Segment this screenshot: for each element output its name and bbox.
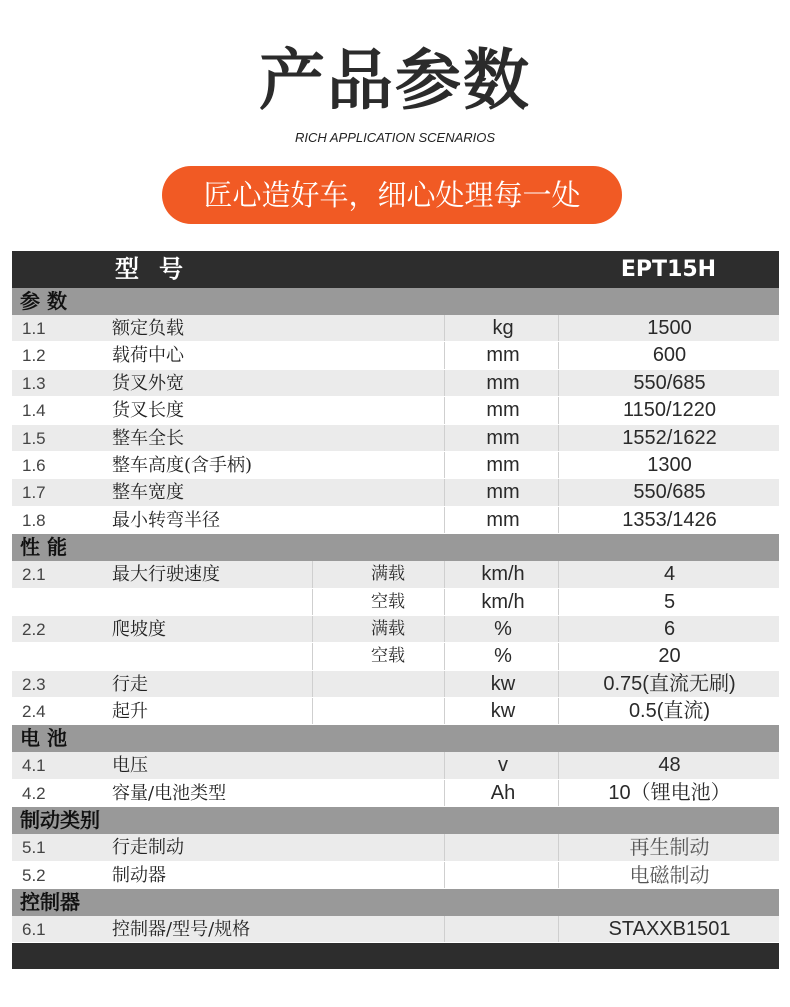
section-header xyxy=(12,534,779,561)
row-unit: kw xyxy=(444,698,561,724)
row-condition: 空载 xyxy=(312,643,463,669)
row-unit: km/h xyxy=(444,589,561,615)
row-index: 2.3 xyxy=(22,674,46,694)
row-name: 货叉外宽 xyxy=(112,372,184,394)
section-title: 控制器 xyxy=(20,890,80,915)
row-name: 整车全长 xyxy=(112,427,184,449)
row-value: 6 xyxy=(558,616,780,642)
table-row xyxy=(12,425,779,452)
row-condition: 空载 xyxy=(312,589,463,615)
row-name: 行走 xyxy=(112,673,148,695)
spec-table xyxy=(12,251,779,969)
page-title: 产品参数 xyxy=(259,42,531,119)
row-value: 48 xyxy=(558,752,780,778)
table-row xyxy=(12,643,779,670)
section-title: 参 数 xyxy=(20,289,67,313)
row-unit: Ah xyxy=(444,780,561,806)
table-body xyxy=(12,288,779,943)
table-row xyxy=(12,452,779,479)
row-name: 载荷中心 xyxy=(112,345,184,367)
table-row xyxy=(12,342,779,369)
section-header xyxy=(12,288,779,315)
row-condition xyxy=(312,671,463,697)
row-index xyxy=(22,589,82,615)
row-name: 最大行驶速度 xyxy=(112,564,220,586)
row-value: 4 xyxy=(558,561,780,587)
row-index: 1.2 xyxy=(22,346,46,366)
row-index: 1.5 xyxy=(22,428,46,448)
row-index: 1.8 xyxy=(22,510,46,530)
table-row xyxy=(12,507,779,534)
row-name: 整车宽度 xyxy=(112,482,184,504)
row-value: 10（锂电池） xyxy=(558,780,780,806)
row-value: 电磁制动 xyxy=(558,862,780,888)
table-row xyxy=(12,752,779,779)
slogan-banner: 匠心造好车，细心处理每一处 xyxy=(162,166,622,224)
section-title: 电 池 xyxy=(20,726,67,751)
table-row xyxy=(12,370,779,397)
model-label: 型号 xyxy=(115,255,203,283)
row-unit xyxy=(444,834,561,860)
row-name: 最小转弯半径 xyxy=(112,509,220,531)
row-unit: kg xyxy=(444,315,561,341)
row-value: 1300 xyxy=(558,452,780,478)
row-index: 1.7 xyxy=(22,483,46,503)
row-value: 5 xyxy=(558,589,780,615)
row-value: 550/685 xyxy=(558,479,780,505)
row-index xyxy=(22,643,82,669)
row-unit: mm xyxy=(444,479,561,505)
row-index: 1.6 xyxy=(22,455,46,475)
row-name: 爬坡度 xyxy=(112,618,166,640)
table-row xyxy=(12,397,779,424)
row-unit: % xyxy=(444,643,561,669)
row-value: 20 xyxy=(558,643,780,669)
row-condition: 满载 xyxy=(312,616,463,642)
row-name: 整车高度(含手柄) xyxy=(112,454,253,476)
row-unit: kw xyxy=(444,671,561,697)
row-unit: mm xyxy=(444,370,561,396)
row-name: 容量/电池类型 xyxy=(112,782,227,804)
row-value: 600 xyxy=(558,342,780,368)
section-header xyxy=(12,889,779,916)
row-value: 再生制动 xyxy=(558,834,780,860)
table-row xyxy=(12,834,779,861)
row-condition xyxy=(312,698,463,724)
row-value: 1552/1622 xyxy=(558,425,780,451)
row-index: 1.4 xyxy=(22,401,46,421)
section-title: 制动类别 xyxy=(20,808,100,833)
row-index: 4.1 xyxy=(22,756,46,776)
row-index: 1.3 xyxy=(22,373,46,393)
row-unit: mm xyxy=(444,342,561,368)
table-row xyxy=(12,479,779,506)
row-name: 控制器/型号/规格 xyxy=(112,919,251,941)
model-value: EPT15H xyxy=(620,257,717,282)
row-unit: mm xyxy=(444,425,561,451)
row-index: 2.1 xyxy=(22,565,46,585)
section-header xyxy=(12,807,779,834)
row-value: 0.75(直流无刷) xyxy=(558,671,780,697)
table-row xyxy=(12,561,779,588)
table-row xyxy=(12,780,779,807)
row-index: 4.2 xyxy=(22,783,46,803)
table-row xyxy=(12,916,779,943)
row-index: 1.1 xyxy=(22,319,46,338)
section-title: 性 能 xyxy=(20,535,67,560)
row-unit: km/h xyxy=(444,561,561,587)
page-subtitle: RICH APPLICATION SCENARIOS xyxy=(294,130,496,145)
row-value: 1353/1426 xyxy=(558,507,780,533)
row-name: 货叉长度 xyxy=(112,400,184,422)
table-row xyxy=(12,589,779,616)
row-name: 电压 xyxy=(112,755,148,777)
table-row xyxy=(12,698,779,725)
row-index: 5.1 xyxy=(22,838,46,858)
row-value: 550/685 xyxy=(558,370,780,396)
row-index: 5.2 xyxy=(22,865,46,885)
table-row xyxy=(12,862,779,889)
row-unit: mm xyxy=(444,397,561,423)
row-unit xyxy=(444,862,561,888)
row-unit: mm xyxy=(444,452,561,478)
row-unit: mm xyxy=(444,507,561,533)
row-value: STAXXB1501 xyxy=(558,916,780,942)
table-row xyxy=(12,671,779,698)
row-value: 1500 xyxy=(558,315,780,341)
table-row xyxy=(12,616,779,643)
row-name: 行走制动 xyxy=(112,837,184,859)
row-name xyxy=(112,589,332,615)
row-value: 0.5(直流) xyxy=(558,698,780,724)
row-unit: v xyxy=(444,752,561,778)
row-name: 起升 xyxy=(112,701,148,723)
row-index: 2.4 xyxy=(22,702,46,722)
row-name: 额定负载 xyxy=(112,318,184,339)
row-value: 1150/1220 xyxy=(558,397,780,423)
row-index: 6.1 xyxy=(22,920,46,940)
row-name xyxy=(112,643,332,669)
row-unit xyxy=(444,916,561,942)
section-header xyxy=(12,725,779,752)
row-name: 制动器 xyxy=(112,864,166,886)
row-condition: 满载 xyxy=(312,561,463,587)
row-index: 2.2 xyxy=(22,619,46,639)
table-footer xyxy=(12,943,779,969)
table-row xyxy=(12,315,779,342)
row-unit: % xyxy=(444,616,561,642)
table-header xyxy=(12,251,779,288)
